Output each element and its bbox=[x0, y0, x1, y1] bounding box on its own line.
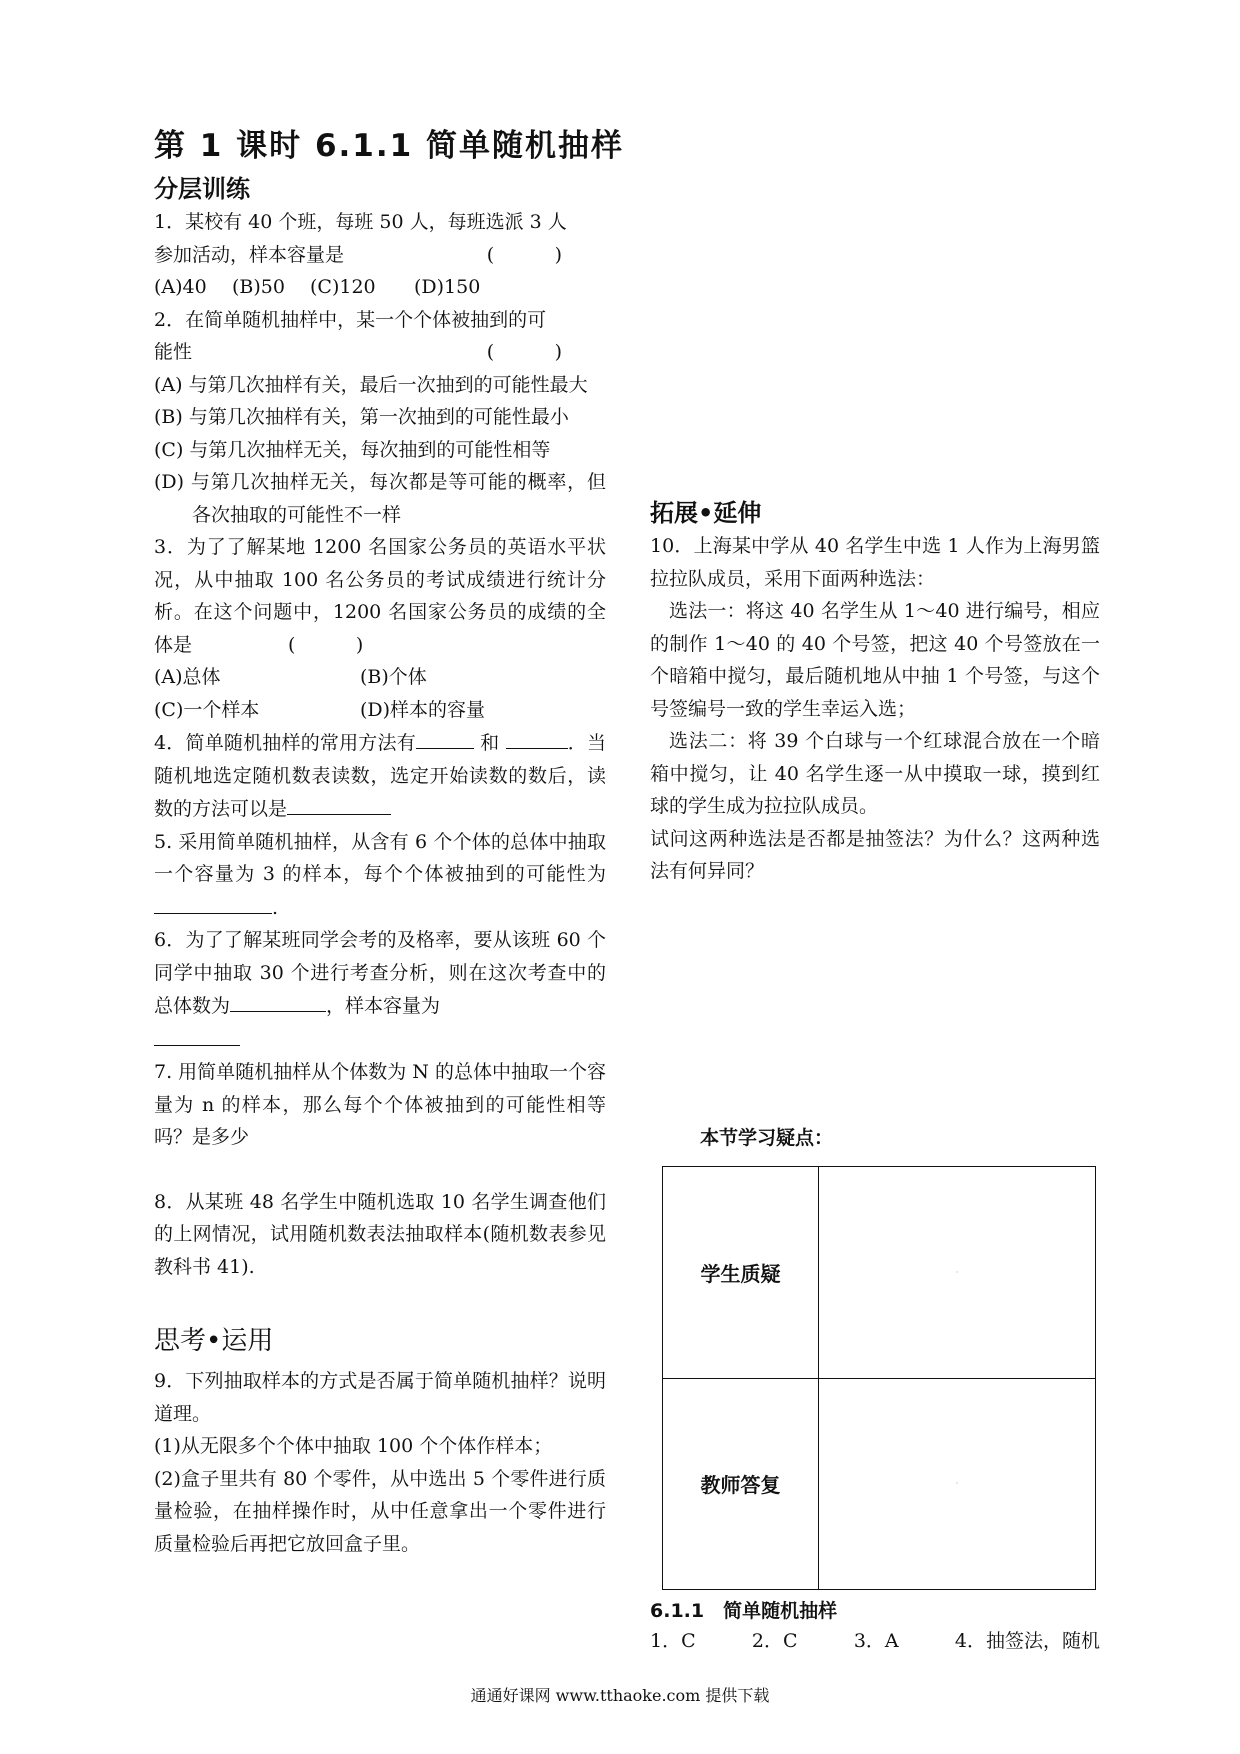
left-column bbox=[154, 172, 606, 1560]
question-7: 7. 用简单随机抽样从个体数为 N 的总体中抽取一个容量为 n 的样本，那么每个个体被抽到的可能性相等吗？是多少 bbox=[154, 1061, 606, 1148]
section-heading-extend: 拓展•延伸 bbox=[650, 499, 762, 527]
question-2: 2．在简单随机抽样中，某一个个体被抽到的可 能性 ( ) (A) 与第几次抽样有关，最后一次抽到的可能性最大 (B) 与第几次抽样有关，第一次抽到的可能性最小 (C) 与第几次抽样无关，每次抽到的可能性相等 (D) 与第几次抽样无关，每次都是等可能的概率，但各次抽取的可能性不一样 bbox=[154, 304, 606, 532]
question-10: 10．上海某中学从 40 名学生中选 1 人作为上海男篮拉拉队成员，采用下面两种选法： 选法一：将这 40 名学生从 1～40 进行编号，相应的制作 1～40 的 40 个号签，把这 40 个号签放在一个暗箱中搅匀，最后随机地从中抽 1 个号签，与这个号签编号一致的学生幸运入选； 选法二：将 39 个白球与一个红球混合放在一个暗箱中搅匀，让 40 名学生逐一从中摸取一球，摸到红球的学生成为拉拉队成员。 试问这两种选法是否都是抽签法？为什么？这两种选法有何异同？ bbox=[650, 535, 1100, 882]
question-8: 8．从某班 48 名学生中随机选取 10 名学生调查他们的上网情况，试用随机数表法抽取样本(随机数表参见教科书 41). bbox=[154, 1190, 606, 1278]
option: (B)个体 bbox=[360, 666, 427, 688]
option: (C)120 bbox=[310, 276, 376, 298]
answer-blank bbox=[506, 726, 568, 749]
method-2: 选法二：将 39 个白球与一个红球混合放在一个暗箱中搅匀，让 40 名学生逐一从中摸取一球，摸到红球的学生成为拉拉队成员。 bbox=[650, 730, 1100, 817]
answer-blank bbox=[154, 1023, 240, 1046]
page-footer: 通通好课网 www.tthaoke.com 提供下载 bbox=[470, 1686, 770, 1705]
option: (D) 与第几次抽样无关，每次都是等可能的概率，但各次抽取的可能性不一样 bbox=[154, 471, 606, 526]
answer-item: 1．C bbox=[650, 1630, 696, 1652]
section-heading-layered: 分层训练 bbox=[154, 175, 250, 203]
doubts-table bbox=[662, 1166, 1096, 1590]
sub-question: (2)盒子里共有 80 个零件，从中选出 5 个零件进行质量检验，在抽样操作时，从中任意拿出一个零件进行质量检验后再把它放回盒子里。 bbox=[154, 1467, 606, 1555]
question-1-options bbox=[154, 271, 606, 304]
option: (A)总体 bbox=[154, 666, 221, 688]
answer-blank bbox=[154, 891, 272, 914]
page-title: 第 1 课时 6.1.1 简单随机抽样 bbox=[154, 128, 625, 164]
answer-item: 2．C bbox=[751, 1630, 798, 1652]
answer-item: 4．抽签法，随机 bbox=[954, 1630, 1100, 1652]
question-3: 3．为了了解某地 1200 名国家公务员的英语水平状况，从中抽取 100 名公务员的考试成绩进行统计分析。在这个问题中，1200 名国家公务员的成绩的全体是 ( ) (A)总体 (B)个体 (C)一个样本 (D)样本的容量 bbox=[154, 531, 606, 726]
teacher-answer-cell[interactable]: · bbox=[819, 1378, 1096, 1590]
question-4: 4．简单随机抽样的常用方法有 和 ．当随机地选定随机数表读数，选定开始读数的数后，读数的方法可以是 bbox=[154, 726, 606, 826]
option: (D)样本的容量 bbox=[360, 698, 486, 721]
question-1: 1．某校有 40 个班，每班 50 人，每班选派 3 人 参加活动，样本容量是 ( ) (A)40 (B)50 (C)120 (D)150 bbox=[154, 206, 606, 304]
answers-line bbox=[650, 1626, 1100, 1653]
option: (B)50 bbox=[232, 276, 285, 298]
option: (D)150 bbox=[414, 276, 481, 298]
option: (C) 与第几次抽样无关，每次抽到的可能性相等 bbox=[154, 438, 551, 461]
option: (A)40 bbox=[154, 276, 207, 298]
question-5: 5. 采用简单随机抽样，从含有 6 个个体的总体中抽取一个容量为 3 的样本，每个个体被抽到的可能性为. bbox=[154, 830, 606, 919]
answer-blank bbox=[287, 792, 391, 815]
section-heading-think: 思考•运用 bbox=[154, 1326, 274, 1356]
question-6: 6．为了了解某班同学会考的及格率，要从该班 60 个同学中抽取 30 个进行考查分析，则在这次考查中的总体数为 ，样本容量为 bbox=[154, 924, 606, 1056]
option: (B) 与第几次抽样有关，第一次抽到的可能性最小 bbox=[154, 406, 569, 428]
student-question-label: 学生质疑 bbox=[663, 1167, 819, 1379]
teacher-answer-label: 教师答复 bbox=[663, 1378, 819, 1590]
right-column bbox=[650, 496, 1100, 888]
answer-blank bbox=[230, 989, 326, 1012]
student-question-cell[interactable]: · bbox=[819, 1167, 1096, 1379]
answer-blank bbox=[416, 726, 474, 749]
question-9: 9．下列抽取样本的方式是否属于简单随机抽样？说明道理。 (1)从无限多个个体中抽取 100 个个体作样本； (2)盒子里共有 80 个零件，从中选出 5 个零件进行质量检验，在抽样操作时，从中任意拿出一个零件进行质量检验后再把它放回盒子里。 bbox=[154, 1365, 606, 1560]
sub-question: (1)从无限多个个体中抽取 100 个个体作样本； bbox=[154, 1435, 553, 1457]
answers-heading: 6.1.1 简单随机抽样 bbox=[650, 1600, 838, 1622]
method-1: 选法一：将这 40 名学生从 1～40 进行编号，相应的制作 1～40 的 40 个号签，把这 40 个号签放在一个暗箱中搅匀，最后随机地从中抽 1 个号签，与这个号签编号一致的学生幸运入选； bbox=[650, 600, 1100, 720]
answer-item: 3．A bbox=[853, 1630, 899, 1652]
doubts-label: 本节学习疑点： bbox=[700, 1127, 834, 1149]
option: (C)一个样本 bbox=[154, 698, 260, 721]
option: (A) 与第几次抽样有关，最后一次抽到的可能性最大 bbox=[154, 373, 588, 396]
